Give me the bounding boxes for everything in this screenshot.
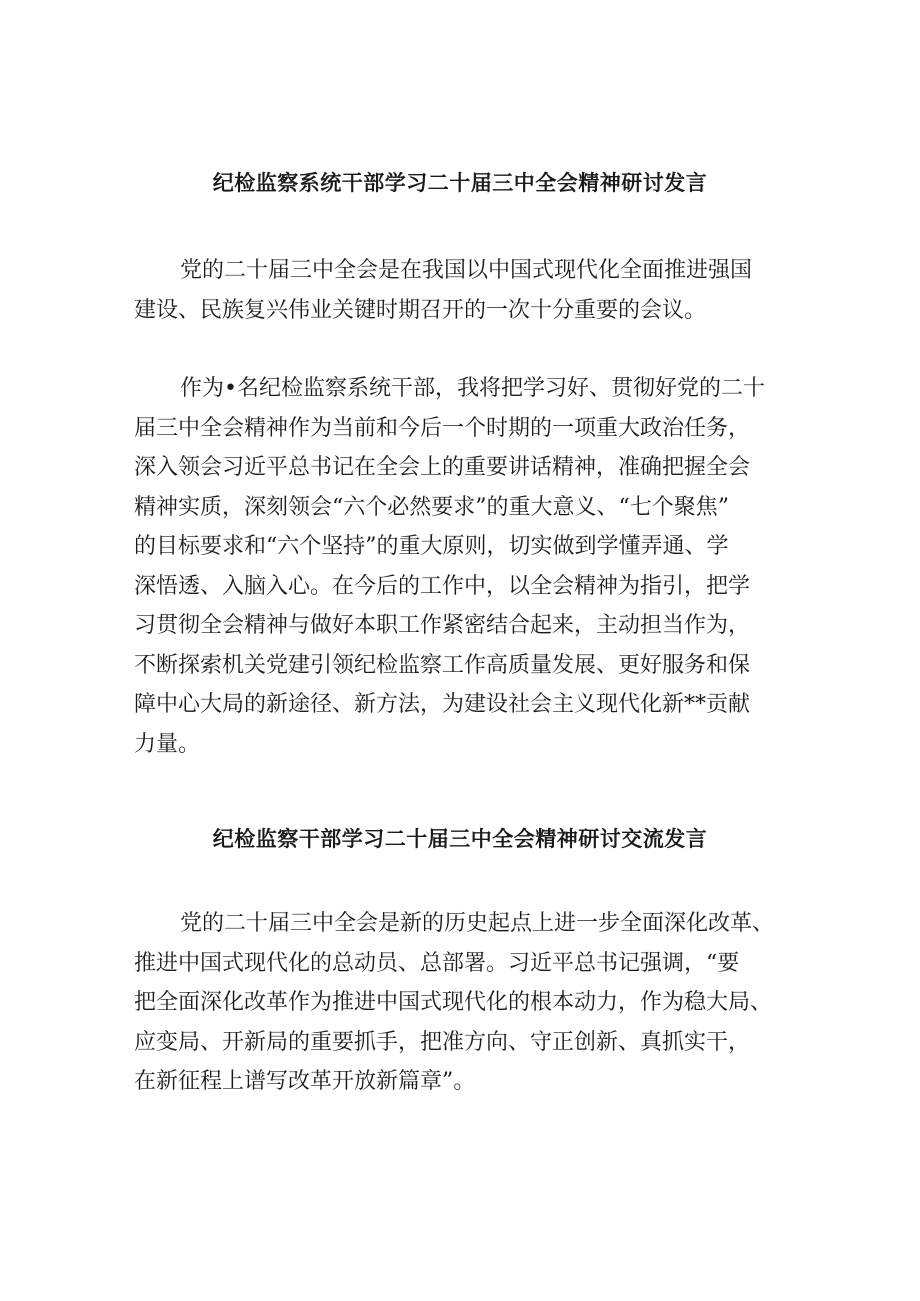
text-line: 力量。 bbox=[134, 731, 201, 757]
section-1-paragraph-2 bbox=[134, 369, 814, 764]
text-line: 应变局、开新局的重要抓手，把准方向、守正创新、真抓实干， bbox=[134, 1029, 751, 1055]
text-line: 建设、民族复兴伟业关键时期召开的一次十分重要的会议。 bbox=[134, 297, 707, 323]
text-line: 在新征程上谱写改革开放新篇章”。 bbox=[134, 1069, 476, 1094]
section-1-title: 纪检监察系统干部学习二十届三中全会精神研讨发言 bbox=[212, 171, 708, 195]
section-2-title: 纪检监察干部学习二十届三中全会精神研讨交流发言 bbox=[212, 827, 708, 851]
text-line: 习贯彻全会精神与做好本职工作紧密结合起来，主动担当作为， bbox=[134, 613, 751, 638]
text-line: 不断探索机关党建引领纪检监察工作高质量发展、更好服务和保 bbox=[134, 652, 751, 678]
text-line: 党的二十届三中全会是新的历史起点上进一步全面深化改革、 bbox=[180, 911, 775, 936]
text-line: 作为•名纪检监察系统干部，我将把学习好、贯彻好党的二十 bbox=[180, 376, 765, 401]
text-line: 深悟透、入脑入心。在今后的工作中，以全会精神为指引，把学 bbox=[134, 573, 751, 599]
section-2-paragraph-1 bbox=[134, 904, 814, 1102]
text-line: 障中心大局的新途径、新方法，为建设社会主义现代化新**贡献 bbox=[134, 692, 751, 717]
text-line: 深入领会习近平总书记在全会上的重要讲话精神，准确把握全会 bbox=[134, 455, 751, 480]
text-line: 的目标要求和“六个坚持”的重大原则，切实做到学懂弄通、学 bbox=[134, 534, 729, 559]
text-line: 精神实质，深刻领会“六个必然要求”的重大意义、“七个聚焦” bbox=[134, 494, 729, 520]
text-line: 推进中国式现代化的总动员、总部署。习近平总书记强调，“要 bbox=[134, 950, 740, 976]
section-1-paragraph-1 bbox=[134, 251, 814, 330]
text-line: 把全面深化改革作为推进中国式现代化的根本动力，作为稳大局、 bbox=[134, 990, 773, 1015]
text-line: 届三中全会精神作为当前和今后一个时期的一项重大政治任务， bbox=[134, 415, 751, 441]
text-line: 党的二十届三中全会是在我国以中国式现代化全面推进强国 bbox=[180, 258, 753, 283]
